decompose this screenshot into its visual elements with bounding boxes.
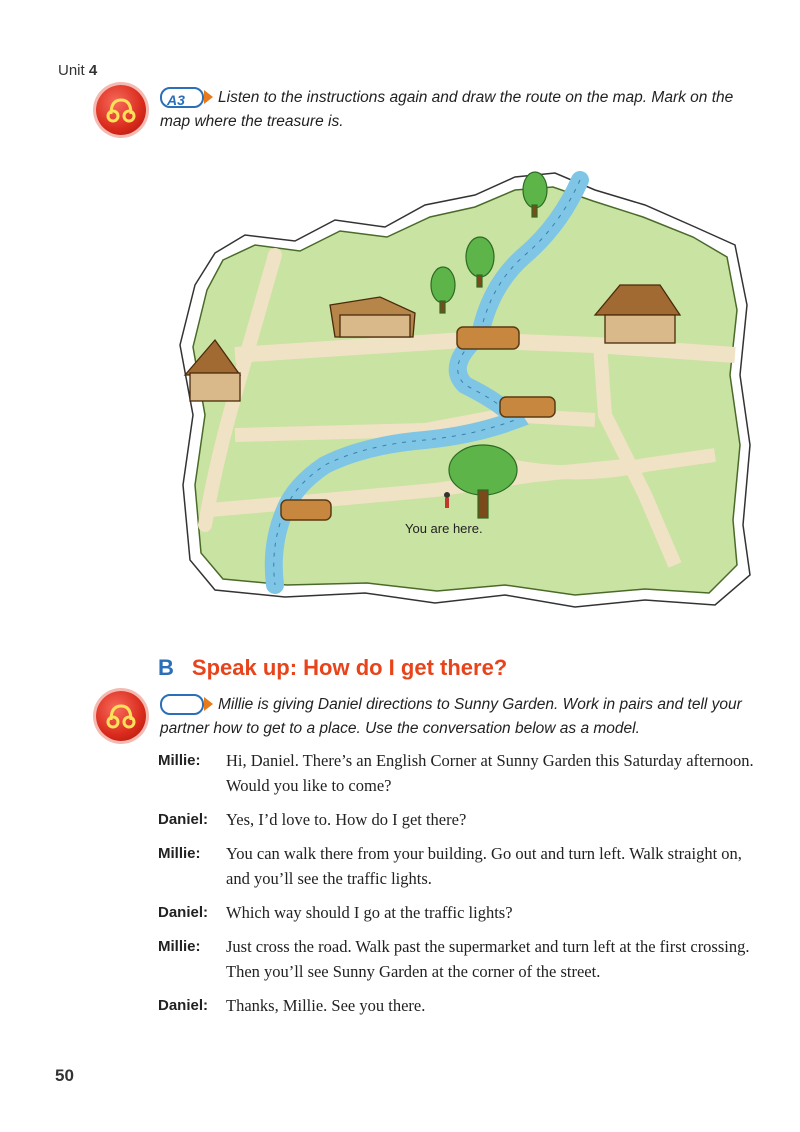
section-title-text: Speak up: How do I get there? [191, 655, 508, 680]
dialogue-line [158, 993, 758, 1018]
speaker: Daniel: [158, 997, 209, 1014]
audio-track-badge[interactable] [160, 694, 204, 715]
section-b-title [158, 655, 507, 681]
dialogue-line [158, 748, 758, 798]
speaker: Daniel: [158, 904, 209, 921]
utterance: You can walk there from your building. Go out and turn left. Walk straight on, and you’ll see the traffic lights. [226, 844, 742, 888]
utterance: Thanks, Millie. See you there. [226, 996, 426, 1015]
utterance: Hi, Daniel. There’s an English Corner at Sunny Garden this Saturday afternoon. Would you like to come? [226, 751, 754, 795]
play-icon [204, 697, 213, 711]
unit-label [58, 62, 97, 79]
dialogue-line [158, 934, 758, 984]
exercise-a3-instruction [160, 86, 750, 134]
headphones-icon[interactable] [96, 691, 146, 741]
speaker: Daniel: [158, 811, 209, 828]
audio-track-label: A3 [167, 92, 185, 109]
exercise-a3-text: Listen to the instructions again and draw the route on the map. Mark on the map where the treasure is. [160, 89, 734, 130]
speaker: Millie: [158, 938, 201, 955]
treasure-map[interactable] [175, 165, 755, 610]
dialogue-line [158, 900, 758, 925]
utterance: Which way should I go at the traffic lights? [226, 903, 513, 922]
audio-track-badge[interactable] [160, 87, 204, 108]
page-number: 50 [55, 1066, 74, 1085]
speaker: Millie: [158, 752, 201, 769]
you-are-here-label: You are here. [405, 521, 483, 536]
unit-prefix: Unit [58, 62, 85, 79]
section-b-text: Millie is giving Daniel directions to Sunny Garden. Work in pairs and tell your partner how to get to a place. Use the conversation below as a model. [160, 696, 742, 737]
section-b-instruction [160, 693, 750, 741]
dialogue-line [158, 841, 758, 891]
utterance: Just cross the road. Walk past the supermarket and turn left at the first crossing. Then you’ll see Sunny Garden at the corner of the street. [226, 937, 750, 981]
headphones-icon[interactable] [96, 85, 146, 135]
dialogue-line [158, 807, 758, 832]
dialogue [158, 748, 758, 1027]
play-icon [204, 90, 213, 104]
utterance: Yes, I’d love to. How do I get there? [226, 810, 467, 829]
unit-number: 4 [88, 62, 98, 79]
section-letter: B [158, 655, 174, 680]
speaker: Millie: [158, 845, 201, 862]
